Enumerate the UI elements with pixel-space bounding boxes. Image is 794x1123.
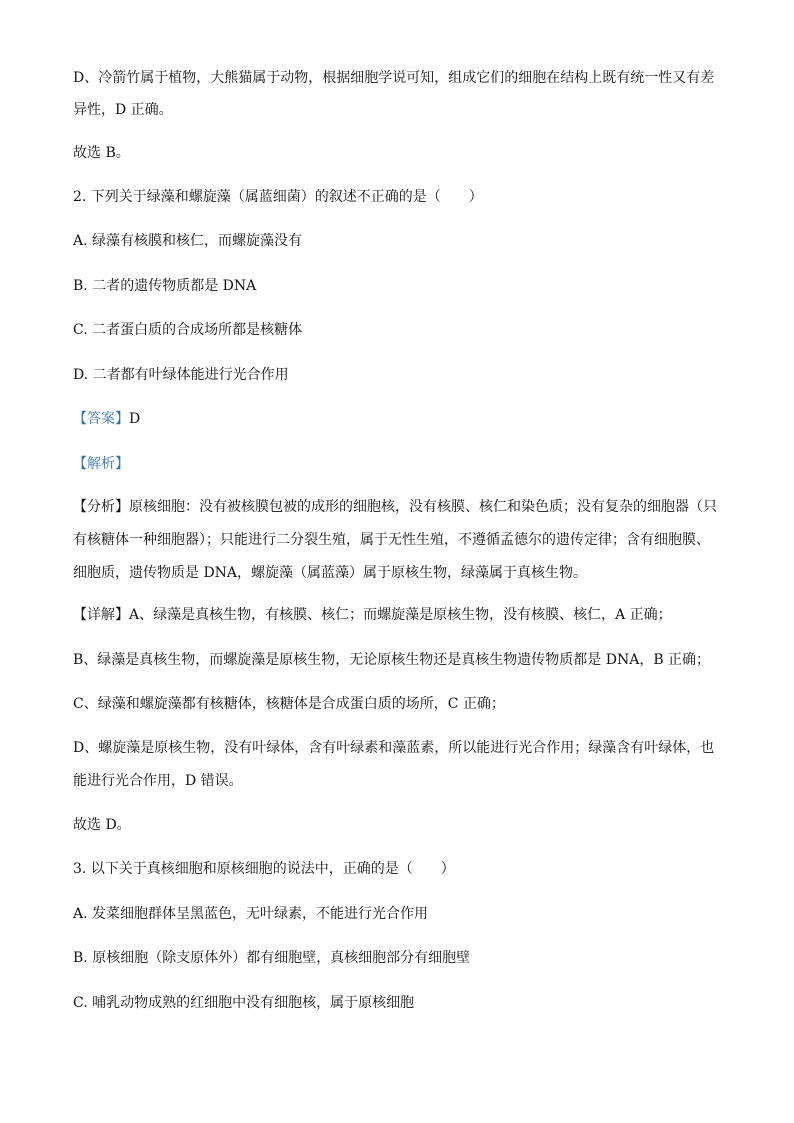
fenxi-text: 原核细胞：没有被核膜包被的成形的细胞核，没有核膜、核仁和染色质；没有复杂的细胞器（只有核糖体一种细胞器）；只能进行二分裂生殖，属于无性生殖，不遵循孟德尔的遗传定律；含有细胞膜、细胞质，遗传物质是 DNA，螺旋藻（属蓝藻）属于原核生物，绿藻属于真核生物。 xyxy=(73,499,717,581)
q2-xiangjie-c: C、绿藻和螺旋藻都有核糖体，核糖体是合成蛋白质的场所，C 正确； xyxy=(73,696,505,712)
q2-option-c: C. 二者蛋白质的合成场所都是核糖体 xyxy=(73,322,303,338)
prev-d-line2: 异性，D 正确。 xyxy=(73,102,173,118)
fenxi-tag: 【分析】 xyxy=(73,499,129,515)
q3-option-c: C. 哺乳动物成熟的红细胞中没有细胞核，属于原核细胞 xyxy=(73,995,415,1011)
q2-analysis-heading xyxy=(73,454,728,474)
q3-option-b: B. 原核细胞（除支原体外）都有细胞壁，真核细胞部分有细胞壁 xyxy=(73,950,471,966)
q2-option-a: A. 绿藻有核膜和核仁，而螺旋藻没有 xyxy=(73,233,303,249)
answer-tag: 【答案】 xyxy=(73,411,129,427)
q2-option-b: B. 二者的遗传物质都是 DNA xyxy=(73,278,257,294)
q2-fenxi xyxy=(73,491,723,590)
prev-d-line1: D、冷箭竹属于植物，大熊猫属于动物，根据细胞学说可知，组成它们的细胞在结构上既有统一性又有差 xyxy=(73,70,715,86)
answer-value: D xyxy=(129,411,141,427)
q2-xiangjie-a xyxy=(73,605,728,625)
q3-stem: 3. 以下关于真核细胞和原核细胞的说法中，正确的是（ ） xyxy=(73,861,455,877)
prev-choose: 故选 B。 xyxy=(73,145,130,161)
q2-stem: 2. 下列关于绿藻和螺旋藻（属蓝细菌）的叙述不正确的是（ ） xyxy=(73,189,483,205)
q3-option-a: A. 发菜细胞群体呈黑蓝色，无叶绿素，不能进行光合作用 xyxy=(73,906,429,922)
q2-choose: 故选 D。 xyxy=(73,817,131,833)
xiangjie-a-text: A、绿藻是真核生物，有核膜、核仁；而螺旋藻是原核生物，没有核膜、核仁，A 正确； xyxy=(129,607,672,623)
q2-xiangjie-d: D、螺旋藻是原核生物，没有叶绿体，含有叶绿素和藻蓝素，所以能进行光合作用；绿藻含有叶绿体，也能进行光合作用，D 错误。 xyxy=(73,740,715,789)
xiangjie-tag: 【详解】 xyxy=(73,607,129,623)
analysis-tag: 【解析】 xyxy=(73,456,129,472)
q2-answer xyxy=(73,409,728,429)
q2-option-d: D. 二者都有叶绿体能进行光合作用 xyxy=(73,367,289,383)
q2-xiangjie-b: B、绿藻是真核生物，而螺旋藻是原核生物，无论原核生物还是真核生物遗传物质都是 DNA，B 正确； xyxy=(73,652,711,668)
